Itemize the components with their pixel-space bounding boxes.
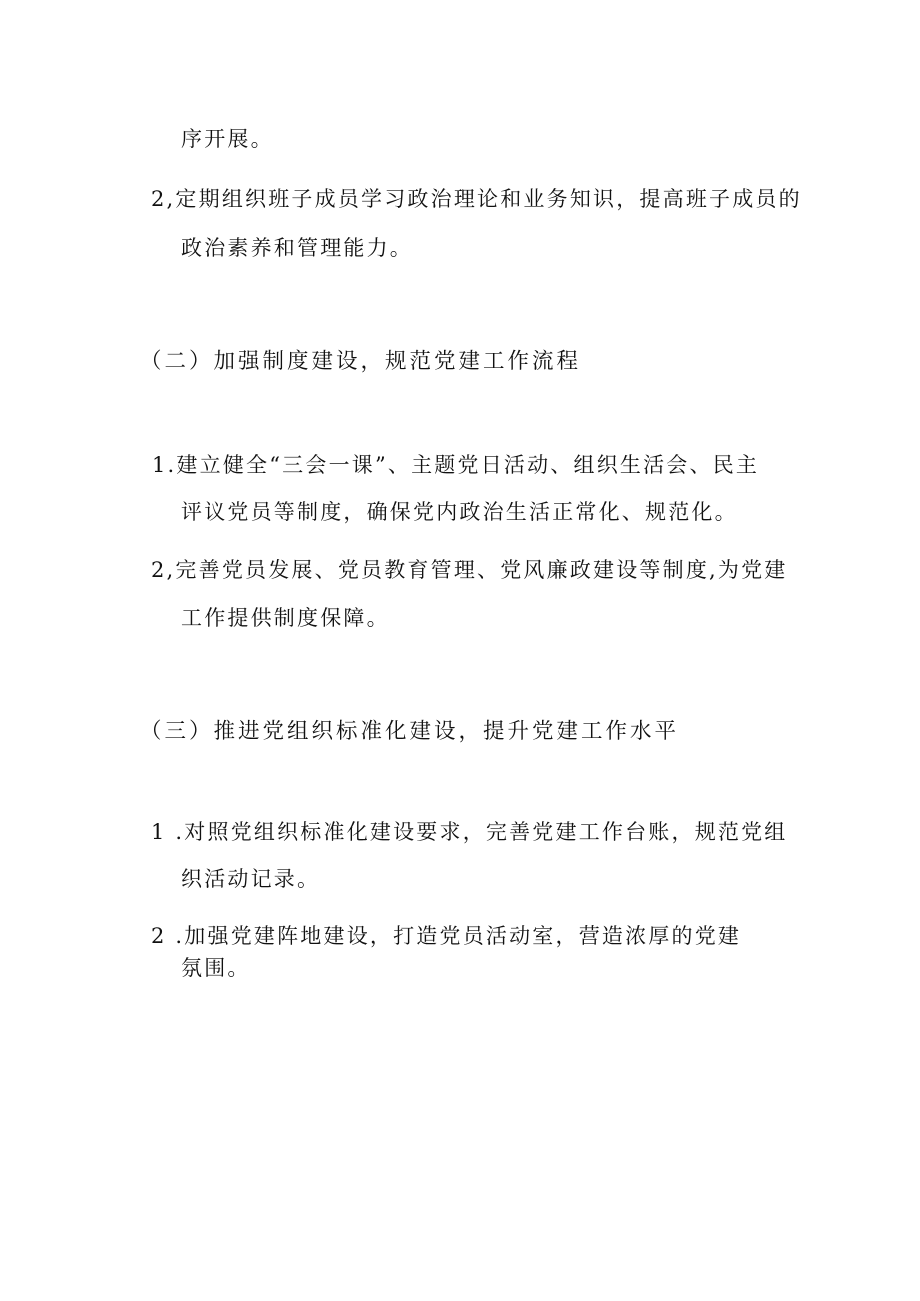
section-3-item-1-line-2: 织活动记录。: [181, 867, 321, 891]
section-2-item-1-line-1: 1.建立健全“三会一课”、主题党日活动、组织生活会、民主: [152, 453, 760, 477]
section-3-item-2-line-1: 2 .加强党建阵地建设，打造党员活动室，营造浓厚的党建: [151, 924, 742, 948]
continuation-text: 序开展。: [181, 127, 274, 151]
section-2-item-2-line-2: 工作提供制度保障。: [181, 606, 390, 630]
section-2-heading: （二）加强制度建设，规范党建工作流程: [140, 349, 582, 374]
section-2-item-2-line-1: 2,完善党员发展、党员教育管理、党风廉政建设等制度,为党建: [151, 558, 788, 582]
section-3-item-2-line-2: 氛围。: [181, 956, 251, 980]
section-3-heading: （三）推进党组织标准化建设，提升党建工作水平: [140, 719, 680, 744]
section-2-item-1-line-2: 评议党员等制度，确保党内政治生活正常化、规范化。: [181, 500, 738, 524]
section-3-item-1-line-1: 1 .对照党组织标准化建设要求，完善党建工作台账，规范党组: [151, 820, 788, 844]
list-item-2-line-2: 政治素养和管理能力。: [181, 236, 413, 260]
list-item-2-line-1: 2,定期组织班子成员学习政治理论和业务知识，提高班子成员的: [151, 187, 802, 211]
